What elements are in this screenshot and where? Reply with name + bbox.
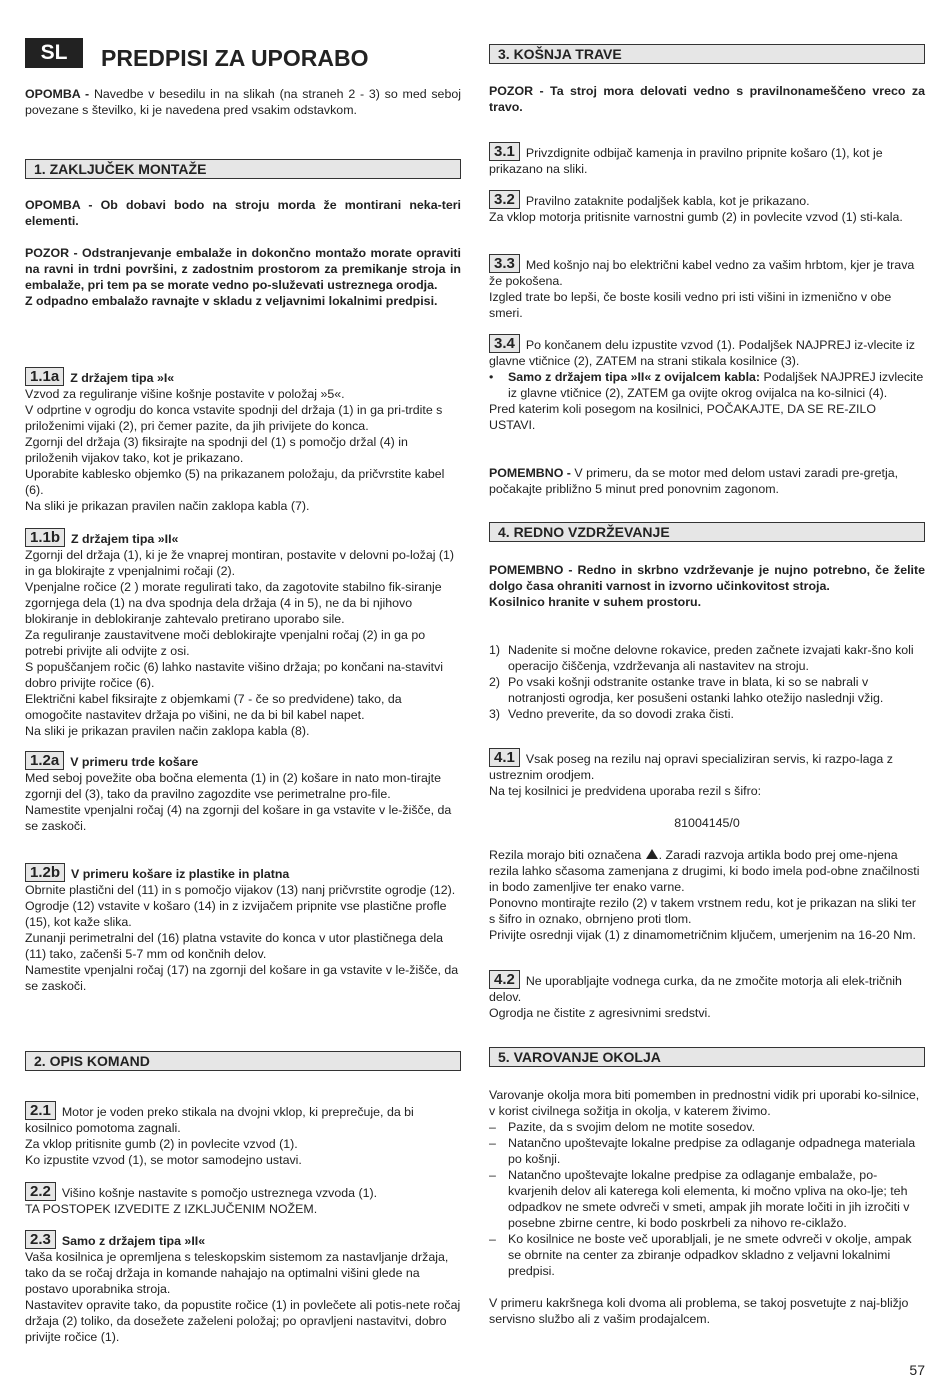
- maintenance-list: [489, 642, 925, 722]
- section-3-important: POMEMBNO - V primeru, da se motor med delom ustavi zaradi pre-gretja, počakajte približno 5 minut pred ponovnim zagonom.: [489, 466, 899, 496]
- list-item: • Samo z držajem tipa »II« z ovijalcem kabla: Podaljšek NAJPREJ izvlecite iz glavne vtičnice (2), ZATEM ga ovijte okrog ovijalca na ko-silnici (4).: [489, 370, 924, 400]
- list-item: – Pazite, da s svojim delom ne motite sosedov.: [489, 1120, 756, 1134]
- list-item: 1) Nadenite si močne delovne rokavice, preden začnete izvajati kakr-šno koli operacijo čiščenja, vzdrževanja ali nastavitev na stroju.: [489, 643, 914, 673]
- subsection-1-1a: 1.1a Z držajem tipa »I« Vzvod za reguliranje višine košnje postavite v položaj »5«. V odprtine v ogrodju do konca vstavite spodnji del držaja (1) in ga pri-trdite s priloženimi vijaki (2), pri čemer pazite, da jih privijete do konca. Zgornji del držaja (3) fiksirajte na spodnji del (1) s pomočjo držal (4) in priloženih vijakov tako, kot je prikazano. Uporabite kablesko objemko (5) na prikazanem položaju, da pričvrstite kabel (6). Na sliki je prikazan pravilen način zaklopa kabla (7).: [25, 368, 445, 513]
- section-number: 4.2: [489, 970, 520, 989]
- section-number: 2.3: [25, 1230, 56, 1249]
- section-4-important: POMEMBNO - Redno in skrbno vzdrževanje je nujno potrebno, če želite dolgo časa ohraniti varnost in izvorno učinkovitost stroja. Kosilnico hranite v suhem prostoru.: [489, 563, 925, 609]
- subsection-1-1b: 1.1b Z držajem tipa »II« Zgornji del držaja (1), ki je že vnaprej montiran, postavite v delovni po-ložaj (1) in ga blokirajte z vpenjalnimi ročaji (2). Vpenjalne ročice (2 ) morate regulirati tako, da zagotovite stabilno fik-siranje zgornjega dela (1) na dva spodnja dela držaja (4 in 5), ne da bi njihovo blokiranje in deblokiranje zahtevalo pretirano uporabo sile. Za reguliranje zaustavitvene moči deblokirajte vpenjalni ročaj (2) in ga po potrebi privijte ali odvijte z osi. S popuščanjem ročic (6) lahko nastavite višino držaja; po končani na-stavitvi dobro privijte ročice (6). Električni kabel fiksirajte z objemkami (7 - če so predvidene) tako, da omogočite nastavitev držaja po višini, ne da bi bil kabel napet. Na sliki je prikazan pravilen način zaklopa kabla (8).: [25, 529, 455, 738]
- section-2-header: 2. OPIS KOMAND: [25, 1051, 461, 1071]
- subsection-4-1: 4.1 Vsak poseg na rezilu naj opravi specializiran servis, ki razpo-laga z ustreznim orodjem. Na tej kosilnici je predvidena uporaba rezil s šifro: 81004145/0 Rezila morajo biti označena . Zaradi razvoja artikla bodo prej ome-njena rezila lahko sčasoma zamenjana z drugimi, ki bodo imela pod-obne značilnosti in bodo zamenljive ter enako varne. Ponovno montirajte rezilo (2) v takem vrstnem redu, kot je prikazan na sliki ter s šifro in oznako, obrnjeno proti tlom. Privijte osrednji vijak (1) z dinamometričnim ključem, umerjenim na 16-20 Nm.: [489, 748, 925, 943]
- section-1-header: 1. ZAKLJUČEK MONTAŽE: [25, 159, 461, 179]
- section-5-body: Varovanje okolja mora biti pomemben in prednostni vidik pri uporabi ko-silnice, v korist civilnega sožitja in okolja, v katerem živimo. – Pazite, da s svojim delom ne motite sosedov. – Natančno upoštevajte lokalne predpise za odlaganje odpadnega materiala po košnji. – Natančno upoštevajte lokalne predpise za odlaganje embalaže, po-kvarjenih delov ali katerega koli elementa, ki močno vpliva na oko-lje; teh odpadkov ne smete odvreči v smeti, ampak jih morate ločiti in jih izročiti v posebne zbirne centre, ki bodo poskrbeli za nihovo re-ciklažo. – Ko kosilnice ne boste več uporabljali, je ne smete odvreči v okolje, ampak se obrnite na center za zbiranje odpadkov skladno z veljavni lokalnimi predpisi. V primeru kakršnega koli dvoma ali problema, se takoj posvetujte z naj-bližjo servisno službo ali z vašim prodajalcem.: [489, 1087, 925, 1327]
- section-number: 1.1b: [25, 528, 65, 547]
- section-number: 2.2: [25, 1182, 56, 1201]
- section-number: 3.3: [489, 254, 520, 273]
- section-3-warning: POZOR - Ta stroj mora delovati vedno s pravilnonameščeno vreco za travo.: [489, 84, 925, 114]
- subsection-3-2: 3.2 Pravilno zataknite podaljšek kabla, kot je prikazano. Za vklop motorja pritisnite varnostni gumb (2) in povlecite vzvod (1) sti-kala.: [489, 191, 903, 224]
- section-5-header: 5. VAROVANJE OKOLJA: [489, 1047, 925, 1067]
- subsection-2-3: 2.3 Samo z držajem tipa »II« Vaša kosilnica je opremljena s teleskopskim sistemom za nastavljanje držaja, tako da se ročaj držaja in komande nahajajo na optimalni višini glede na postavo uporabnika stroja. Nastavitev opravite tako, da popustite ročice (1) in povlečete ali potis-nete ročaj držaja (2) toliko, da dosežete zaželeni položaj; po opravljeni nastavitvi, dobro privijte ročice (1).: [25, 1231, 461, 1344]
- section-4-header: 4. REDNO VZDRŽEVANJE: [489, 522, 925, 542]
- subsection-1-2a: 1.2a V primeru trde košare Med seboj povežite oba bočna elementa (1) in (2) košare in nato mon-tirajte zgornji del (3), tako da pravilno zagozdite vse perimetralne pro-file. Namestite vpenjalni ročaj (4) na zgornji del košare in ga vstavite v le-žišče, da se zaskoči.: [25, 752, 452, 833]
- subsection-4-2: 4.2 Ne uporabljajte vodnega curka, da ne zmočite motorja ali elek-tričnih delov. Ogrodja ne čistite z agresivnimi sredstvi.: [489, 971, 902, 1020]
- section-number: 1.1a: [25, 367, 64, 386]
- blade-code: 81004145/0: [674, 816, 740, 830]
- list-item: – Natančno upoštevajte lokalne predpise za odlaganje embalaže, po-kvarjenih delov ali katerega koli elementa, ki močno vpliva na oko-lje; teh odpadkov ne smete odvreči v smeti, ampak jih morate ločiti in jih izročiti v posebne zbirne centre, ki bodo poskrbeli za nihovo re-ciklažo.: [489, 1168, 910, 1230]
- list-item: 2) Po vsaki košnji odstranite ostanke trave in blata, ki so se nabrali v notranjosti ogrodja, ker posušeni ostanki lahko otežijo naslednji vžig.: [489, 675, 884, 705]
- section-number: 3.1: [489, 142, 520, 161]
- section-number: 3.2: [489, 190, 520, 209]
- subsection-3-3: 3.3 Med košnjo naj bo električni kabel vedno za vašim hrbtom, kjer je trava že pokošena. Izgled trate bo lepši, če boste kosili vedno pri isti višini in izmenično v obe smeri.: [489, 255, 915, 320]
- list-item: – Natančno upoštevajte lokalne predpise za odlaganje odpadnega materiala po košnji.: [489, 1136, 916, 1166]
- section-1-note: OPOMBA - Ob dobavi bodo na stroju morda že montirani neka-teri elementi.: [25, 198, 461, 228]
- section-number: 1.2a: [25, 751, 64, 770]
- section-number: 1.2b: [25, 863, 65, 882]
- section-number: 4.1: [489, 748, 520, 767]
- page-title: PREDPISI ZA UPORABO: [101, 45, 369, 71]
- subsection-1-2b: 1.2b V primeru košare iz plastike in platna Obrnite plastični del (11) in s pomočjo vijakov (13) nanj pričvrstite ogrodje (12). Ogrodje (12) vstavite v košaro (14) in z izvijačem pripnite vse plastične profle (15), kot kaže slika. Zunanji perimetralni del (16) platna vstavite do konca v utor plastičnega dela (11) tako, začenši 5-7 mm od končnih delov. Namestite vpenjalni ročaj (17) na zgornji del košare in ga vstavite v le-žišče, da se zaskoči.: [25, 864, 459, 993]
- section-number: 2.1: [25, 1101, 56, 1120]
- section-1-warning: POZOR - Odstranjevanje embalaže in dokončno montažo morate opraviti na ravni in trdni površini, z zadostnim prostorom za premikanje stroja in embalaže, pri tem pa se morate vedno po-služevati ustreznega orodja. Z odpadno embalažo ravnajte v skladu z veljavnimi lokalnimi predpisi.: [25, 246, 461, 308]
- language-badge: SL: [25, 38, 83, 68]
- subsection-2-1: 2.1 Motor je voden preko stikala na dvojni vklop, ki preprečuje, da bi kosilnico pomotoma zagnali. Za vklop pritisnite gumb (2) in povlecite vzvod (1). Ko izpustite vzvod (1), se motor samodejno ustavi.: [25, 1102, 414, 1167]
- list-item: – Ko kosilnice ne boste več uporabljali, je ne smete odvreči v okolje, ampak se obrnite na center za zbiranje odpadkov skladno z veljavni lokalnimi predpisi.: [489, 1232, 912, 1278]
- blade-mark-icon: [646, 849, 658, 859]
- list-item: 3) Vedno preverite, da so dovodi zraka čisti.: [489, 707, 734, 721]
- page-number: 57: [909, 1362, 925, 1378]
- intro-note: OPOMBA - Navedbe v besedilu in na slikah (na straneh 2 - 3) so med seboj povezane s številko, ki je navedena pred vsakim odstavkom.: [25, 87, 461, 117]
- section-3-header: 3. KOŠNJA TRAVE: [489, 44, 925, 64]
- section-number: 3.4: [489, 334, 520, 353]
- subsection-2-2: 2.2 Višino košnje nastavite s pomočjo ustreznega vzvoda (1). TA POSTOPEK IZVEDITE Z IZKLJUČENIM NOŽEM.: [25, 1183, 378, 1216]
- subsection-3-1: 3.1 Privzdignite odbijač kamenja in pravilno pripnite košaro (1), kot je prikazano na sliki.: [489, 143, 883, 176]
- subsection-3-4: 3.4 Po končanem delu izpustite vzvod (1). Podaljšek NAJPREJ iz-vlecite iz glavne vtičnice (2), ZATEM na strani stikala kosilnice (3). • Samo z držajem tipa »II« z ovijalcem kabla: Podaljšek NAJPREJ izvlecite iz glavne vtičnice (2), ZATEM ga ovijte okrog ovijalca na ko-silnici (4). Pred katerim koli posegom na kosilnici, POČAKAJTE, DA SE RE-ZILO USTAVI.: [489, 335, 924, 432]
